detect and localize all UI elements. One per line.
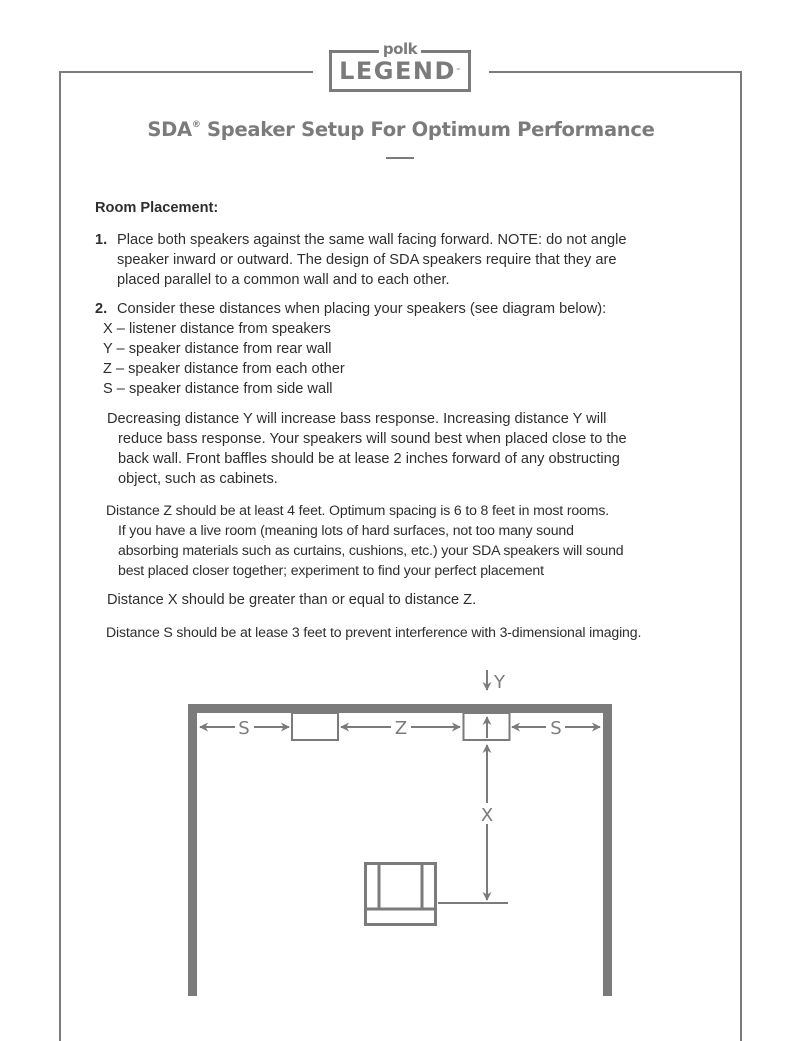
distance-definition-s: S – speaker distance from side wall: [103, 381, 333, 397]
item-2-number: 2.: [95, 301, 108, 317]
item-1-line-1: Place both speakers against the same wall facing forward. NOTE: do not angle: [117, 232, 627, 248]
right-speaker: [464, 713, 510, 740]
rear-wall: [188, 704, 612, 713]
paragraph-s: Distance S should be at lease 3 feet to prevent interference with 3-dimensional imaging.: [106, 624, 642, 640]
distance-definition-x: X – listener distance from speakers: [103, 321, 331, 337]
registered-symbol: ®: [191, 119, 201, 130]
item-1-line-3: placed parallel to a common wall and to each other.: [117, 272, 450, 288]
paragraph-z-line-1: Distance Z should be at least 4 feet. Optimum spacing is 6 to 8 feet in most rooms.: [106, 502, 609, 518]
right-wall: [603, 704, 612, 996]
left-speaker: [292, 713, 338, 740]
title-underline-rule: [386, 157, 414, 159]
trademark-symbol: ™: [455, 68, 461, 74]
title-text: Speaker Setup For Optimum Performance: [200, 118, 655, 141]
section-heading: Room Placement:: [95, 200, 219, 216]
logo-wordmark: [332, 56, 468, 86]
title-prefix: SDA: [147, 118, 192, 141]
room-walls: [188, 704, 612, 996]
left-wall: [188, 704, 197, 996]
paragraph-z-line-2: If you have a live room (meaning lots of hard surfaces, not too many sound: [118, 522, 574, 538]
frame-right-rule: [740, 71, 742, 1041]
label-s-left: S: [238, 718, 250, 739]
frame-top-left-rule: [59, 71, 313, 73]
item-1-number: 1.: [95, 232, 108, 248]
label-y: Y: [494, 672, 505, 693]
label-z: Z: [394, 718, 408, 739]
polk-legend-logo: [329, 40, 471, 92]
item-1-line-2: speaker inward or outward. The design of SDA speakers require that they are: [117, 252, 617, 268]
distance-definition-y: Y – speaker distance from rear wall: [103, 341, 332, 357]
listener-chair-icon: [365, 863, 436, 925]
logo-wordmark-text: LEGEND: [339, 57, 456, 85]
paragraph-z-line-3: absorbing materials such as curtains, cushions, etc.) your SDA speakers will sound: [118, 542, 624, 558]
paragraph-y-line-1: Decreasing distance Y will increase bass response. Increasing distance Y will: [107, 411, 607, 427]
page-title: [0, 118, 802, 141]
paragraph-y-line-2: reduce bass response. Your speakers will sound best when placed close to the: [118, 431, 627, 447]
item-2-line-1: Consider these distances when placing your speakers (see diagram below):: [117, 301, 607, 317]
logo-brand: polk: [379, 40, 421, 58]
paragraph-z-line-4: best placed closer together; experiment to find your perfect placement: [118, 562, 544, 578]
distance-definition-z: Z – speaker distance from each other: [103, 361, 345, 377]
paragraph-y-line-4: object, such as cabinets.: [118, 471, 278, 487]
frame-left-rule: [59, 71, 61, 1041]
paragraph-x: Distance X should be greater than or equal to distance Z.: [107, 592, 477, 608]
frame-top-right-rule: [489, 71, 742, 73]
label-s-right: S: [550, 718, 562, 739]
paragraph-y-line-3: back wall. Front baffles should be at lease 2 inches forward of any obstructing: [118, 451, 620, 467]
label-x: X: [480, 805, 494, 826]
